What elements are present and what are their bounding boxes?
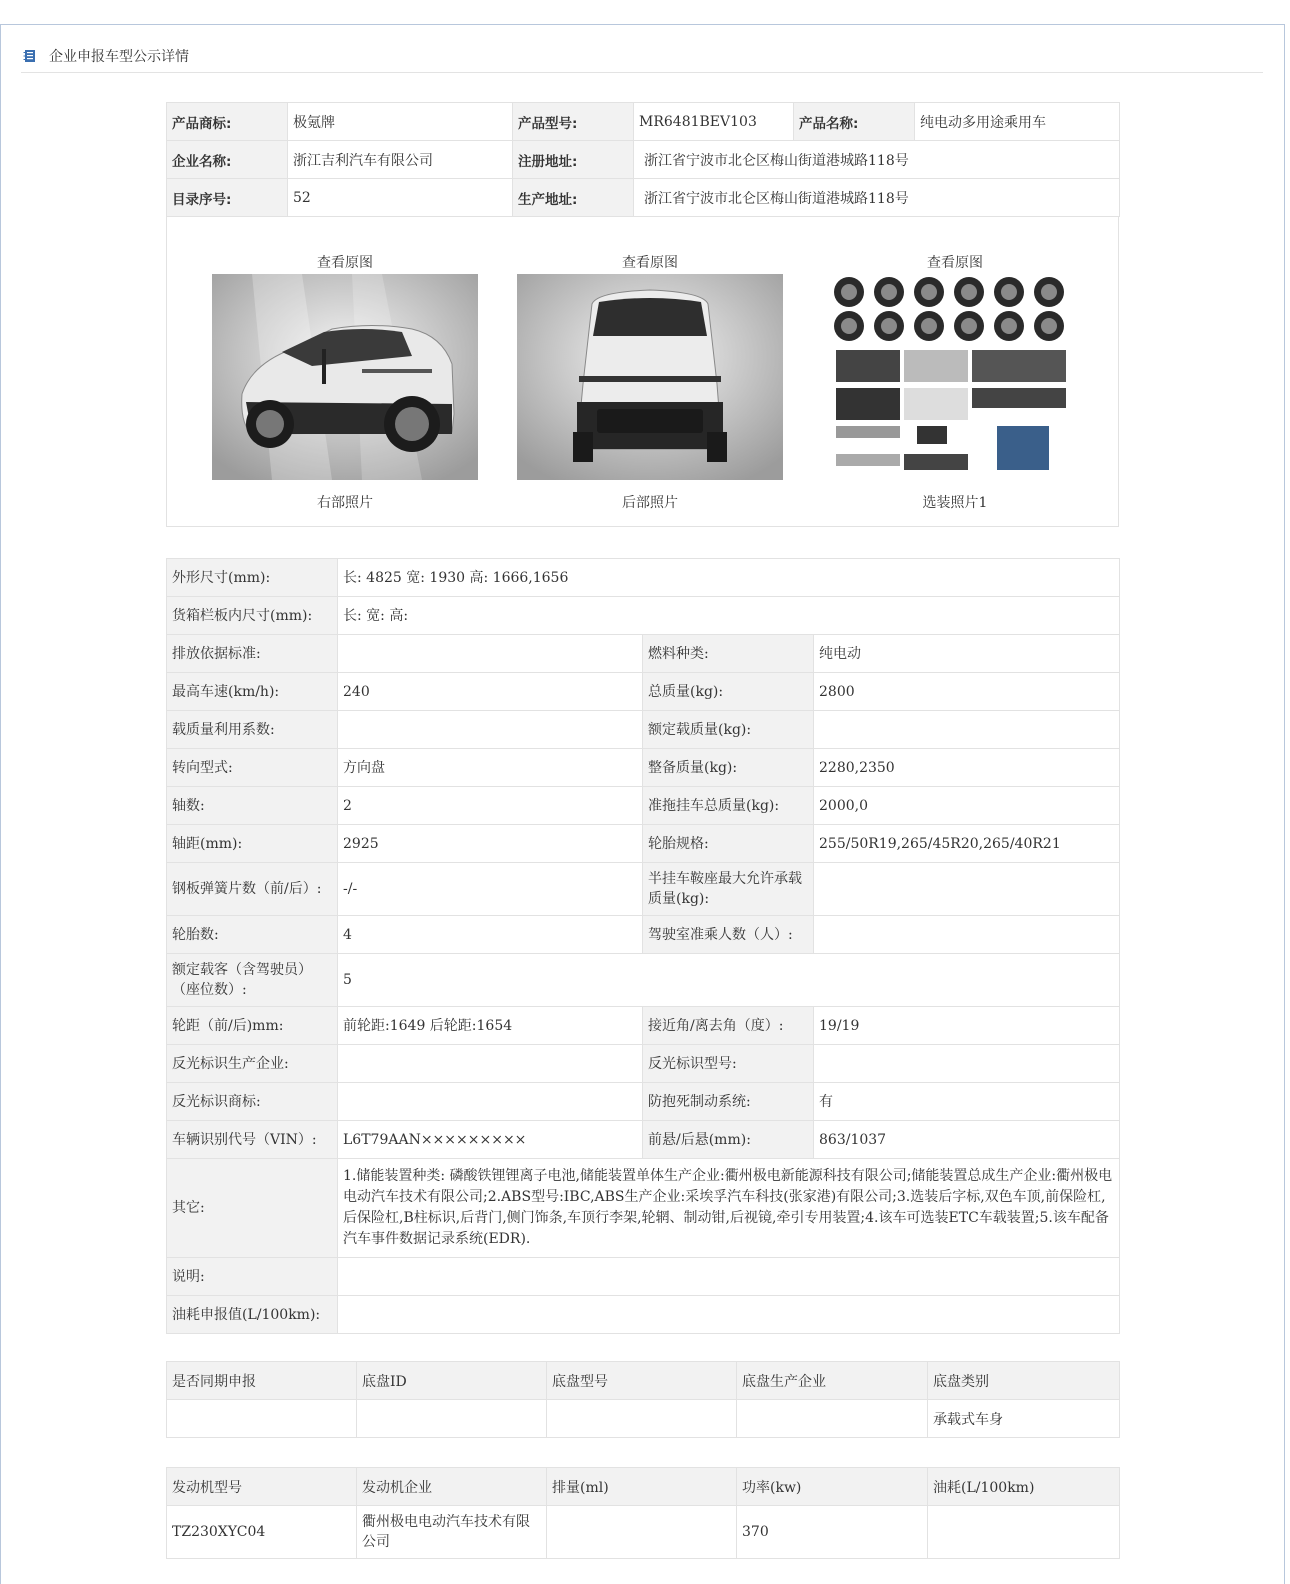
cab-seats-label: 驾驶室准乘人数（人）: [643,916,814,954]
vin-value: L6T79AAN××××××××× [338,1121,643,1159]
page-header [21,39,1263,73]
cargo-value: 长: 宽: 高: [338,597,1120,635]
tire-spec-value: 255/50R19,265/45R20,265/40R21 [814,825,1120,863]
photo-option [822,216,1088,512]
table-row [167,673,1120,711]
cargo-label: 货箱栏板内尺寸(mm): [167,597,338,635]
table-row [167,597,1120,635]
table-cell [357,1400,547,1438]
photo-gallery [166,216,1119,527]
option-photo[interactable] [822,274,1088,480]
rated-load-value [814,711,1120,749]
curb-mass-value: 2280,2350 [814,749,1120,787]
reflector-maker-value [338,1045,643,1083]
fuel-value: 纯电动 [814,635,1120,673]
column-header: 发动机型号 [167,1468,357,1506]
chassis-table [166,1361,1120,1438]
overhang-label: 前悬/后悬(mm): [643,1121,814,1159]
column-header: 底盘生产企业 [737,1362,928,1400]
company-label: 企业名称: [167,141,288,179]
page-title: 企业申报车型公示详情 [49,48,189,65]
abs-value: 有 [814,1083,1120,1121]
total-mass-label: 总质量(kg): [643,673,814,711]
table-row [167,954,1120,1007]
cab-seats-value [814,916,1120,954]
seats-value: 5 [338,954,1120,1007]
catalog-label: 目录序号: [167,179,288,217]
reg-address-label: 注册地址: [513,141,634,179]
emission-value [338,635,643,673]
brand-label: 产品商标: [167,103,288,141]
prod-address-value: 浙江省宁波市北仑区梅山街道港城路118号 [634,179,1120,217]
curb-mass-label: 整备质量(kg): [643,749,814,787]
vin-label: 车辆识别代号（VIN）: [167,1121,338,1159]
column-header: 排量(ml) [547,1468,737,1506]
reflector-brand-label: 反光标识商标: [167,1083,338,1121]
rear-photo[interactable] [517,274,783,480]
load-coef-value [338,711,643,749]
tires-value: 4 [338,916,643,954]
catalog-value: 52 [288,179,513,217]
table-row [167,179,1120,217]
table-row [167,863,1120,916]
angle-label: 接近角/离去角（度）: [643,1007,814,1045]
product-name-value: 纯电动多用途乘用车 [915,103,1120,141]
model-label: 产品型号: [513,103,634,141]
table-row [167,103,1120,141]
angle-value: 19/19 [814,1007,1120,1045]
tires-label: 轮胎数: [167,916,338,954]
emission-label: 排放依据标准: [167,635,338,673]
table-row [167,711,1120,749]
column-header: 底盘型号 [547,1362,737,1400]
seats-label: 额定载客（含驾驶员）（座位数）: [167,954,338,1007]
column-header: 功率(kw) [737,1468,928,1506]
axles-value: 2 [338,787,643,825]
table-row [167,559,1120,597]
other-value: 1.储能装置种类: 磷酸铁锂锂离子电池,储能装置单体生产企业:衢州极电新能源科技有限公司;储能装置总成生产企业:衢州极电电动汽车技术有限公司;2.ABS型号:IBC,ABS生产企业:采埃孚汽车科技(张家港)有限公司;3.选装后字标,双色车顶,前保险杠,后保险杠,B柱标识,后背门,侧门饰条,车顶行李架,轮辋、制动钳,后视镜,牵引专用装置;4.该车可选装ETC车载装置;5.该车配备汽车事件数据记录系统(EDR). [338,1159,1120,1258]
table-cell: 衢州极电电动汽车技术有限公司 [357,1506,547,1559]
track-value: 前轮距:1649 后轮距:1654 [338,1007,643,1045]
total-mass-value: 2800 [814,673,1120,711]
table-cell [547,1400,737,1438]
tire-spec-label: 轮胎规格: [643,825,814,863]
view-original-link[interactable]: 查看原图 [622,255,678,271]
table-row [167,1121,1120,1159]
basic-info-table [166,102,1120,217]
table-row [167,635,1120,673]
photo-right [212,216,478,512]
prod-address-label: 生产地址: [513,179,634,217]
dims-label: 外形尺寸(mm): [167,559,338,597]
reflector-model-label: 反光标识型号: [643,1045,814,1083]
consumption-label: 油耗申报值(L/100km): [167,1296,338,1334]
table-cell [928,1506,1120,1559]
column-header: 底盘ID [357,1362,547,1400]
table-header-row [167,1362,1120,1400]
spring-value: -/- [338,863,643,916]
model-value: MR6481BEV103 [634,103,794,141]
right-side-photo[interactable] [212,274,478,480]
company-value: 浙江吉利汽车有限公司 [288,141,513,179]
table-row [167,1045,1120,1083]
semi-trailer-value [814,863,1120,916]
dims-value: 长: 4825 宽: 1930 高: 1666,1656 [338,559,1120,597]
table-row [167,1083,1120,1121]
consumption-value [338,1296,1120,1334]
column-header: 油耗(L/100km) [928,1468,1120,1506]
steering-label: 转向型式: [167,749,338,787]
note-value [338,1258,1120,1296]
semi-trailer-label: 半挂车鞍座最大允许承载质量(kg): [643,863,814,916]
table-row [167,1400,1120,1438]
reflector-maker-label: 反光标识生产企业: [167,1045,338,1083]
column-header: 发动机企业 [357,1468,547,1506]
reg-address-value: 浙江省宁波市北仑区梅山街道港城路118号 [634,141,1120,179]
trailer-mass-label: 准拖挂车总质量(kg): [643,787,814,825]
photo-caption: 右部照片 [317,495,373,511]
load-coef-label: 载质量利用系数: [167,711,338,749]
speed-label: 最高车速(km/h): [167,673,338,711]
reflector-model-value [814,1045,1120,1083]
table-cell: TZ230XYC04 [167,1506,357,1559]
specs-table [166,558,1120,1334]
detail-panel [0,24,1285,1584]
axles-label: 轴数: [167,787,338,825]
spring-label: 钢板弹簧片数（前/后）: [167,863,338,916]
reflector-brand-value [338,1083,643,1121]
engine-table [166,1467,1120,1559]
wheelbase-label: 轴距(mm): [167,825,338,863]
table-row [167,1159,1120,1258]
fuel-label: 燃料种类: [643,635,814,673]
table-cell: 承载式车身 [928,1400,1120,1438]
speed-value: 240 [338,673,643,711]
overhang-value: 863/1037 [814,1121,1120,1159]
photo-rear [517,216,783,512]
product-name-label: 产品名称: [794,103,915,141]
steering-value: 方向盘 [338,749,643,787]
table-row [167,749,1120,787]
column-header: 是否同期申报 [167,1362,357,1400]
note-label: 说明: [167,1258,338,1296]
photo-caption: 选装照片1 [922,495,988,511]
table-cell [167,1400,357,1438]
rated-load-label: 额定载质量(kg): [643,711,814,749]
table-row [167,916,1120,954]
photo-caption: 后部照片 [622,495,678,511]
table-row [167,787,1120,825]
table-row [167,1506,1120,1559]
view-original-link[interactable]: 查看原图 [317,255,373,271]
table-row [167,1296,1120,1334]
table-row [167,1258,1120,1296]
view-original-link[interactable]: 查看原图 [927,255,983,271]
trailer-mass-value: 2000,0 [814,787,1120,825]
book-icon [23,49,37,63]
abs-label: 防抱死制动系统: [643,1083,814,1121]
table-cell [737,1400,928,1438]
brand-value: 极氪牌 [288,103,513,141]
table-row [167,141,1120,179]
table-row [167,825,1120,863]
column-header: 底盘类别 [928,1362,1120,1400]
wheelbase-value: 2925 [338,825,643,863]
table-header-row [167,1468,1120,1506]
track-label: 轮距（前/后)mm: [167,1007,338,1045]
other-label: 其它: [167,1159,338,1258]
table-cell: 370 [737,1506,928,1559]
table-row [167,1007,1120,1045]
table-cell [547,1506,737,1559]
